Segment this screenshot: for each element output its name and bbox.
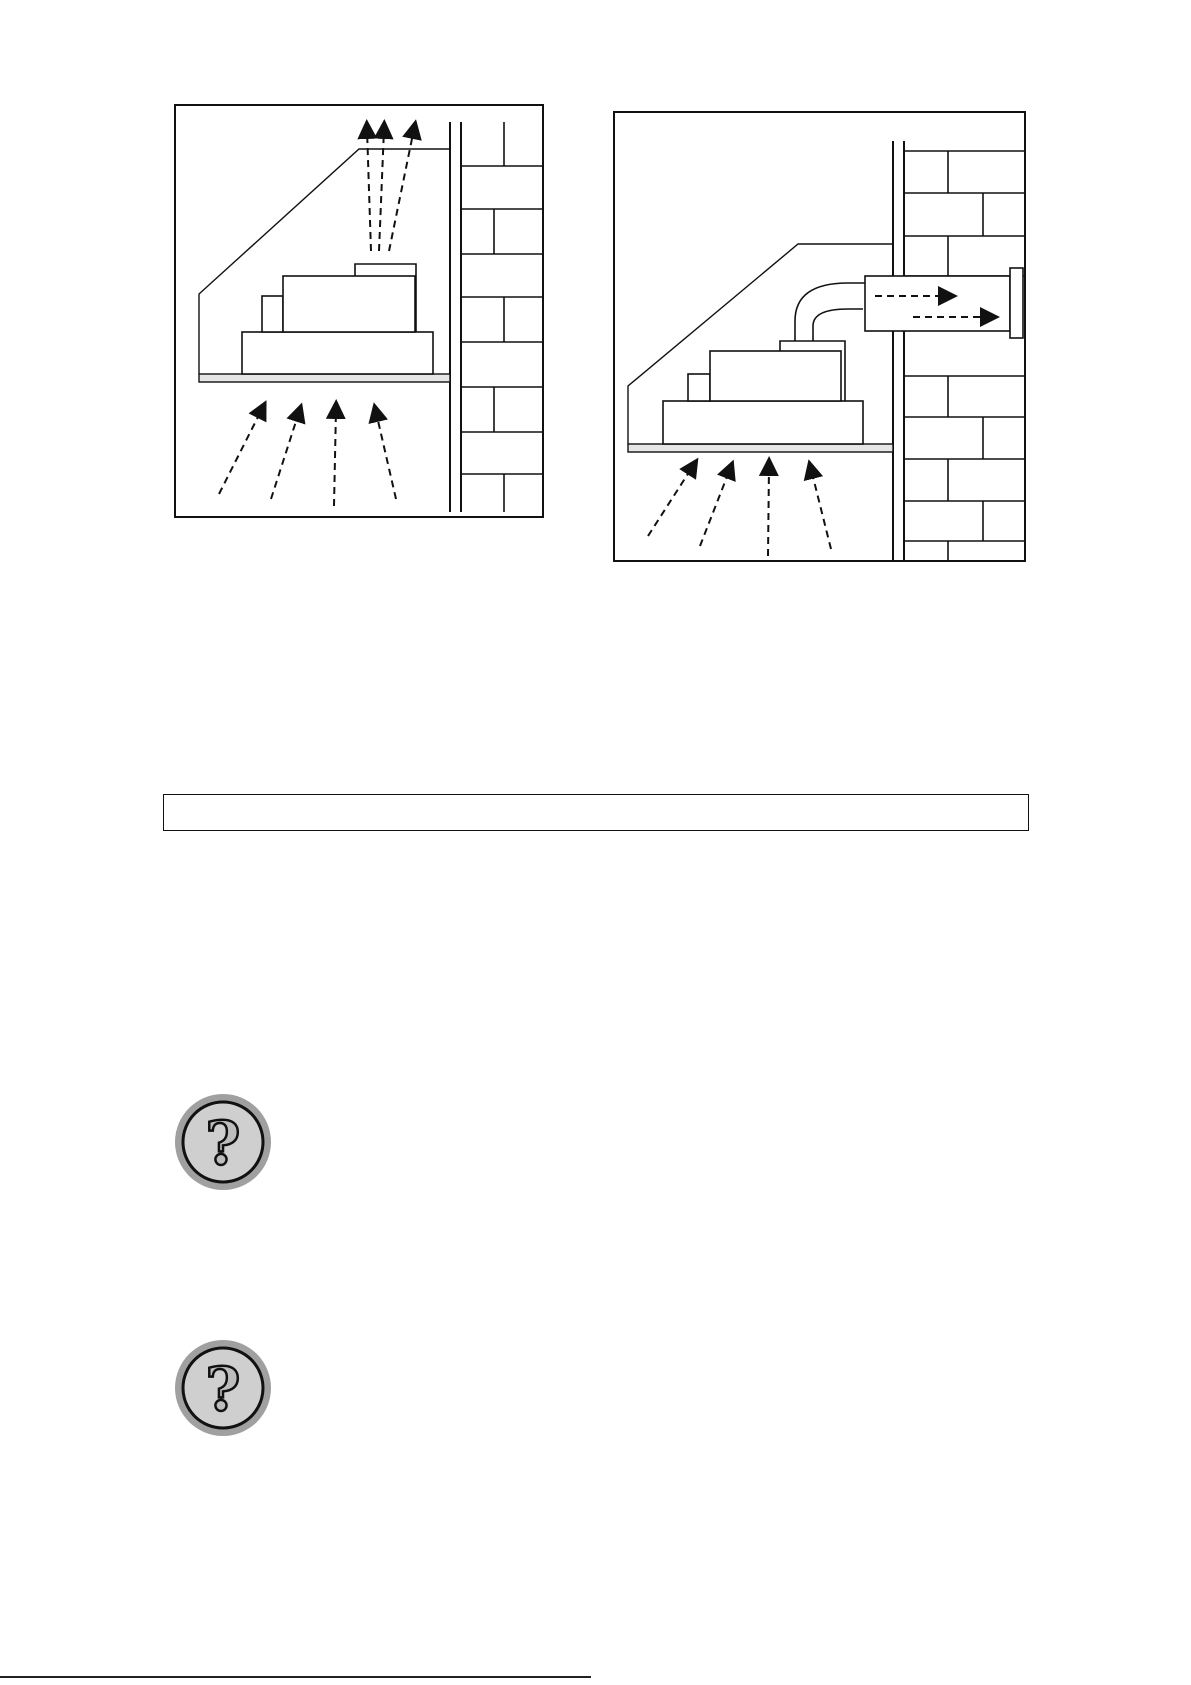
recirculation-hood-figure (174, 104, 544, 518)
motor-base (242, 332, 433, 374)
hood-plate (199, 374, 450, 382)
intake-arrows (219, 409, 396, 506)
wall-duct (865, 276, 1010, 331)
extraction-hood-figure (613, 111, 1026, 562)
question-glyph: ? (205, 1355, 241, 1425)
caption-box (163, 794, 1029, 831)
brick-wall (461, 122, 543, 512)
question-mark-icon (173, 1092, 273, 1192)
motor-body (283, 276, 415, 332)
question-mark-icon (173, 1338, 273, 1438)
brick-wall (904, 151, 1025, 561)
duct-elbow (795, 283, 873, 341)
intake-arrows (648, 466, 831, 556)
wall-flap (1010, 268, 1023, 338)
outflow-arrows (367, 129, 414, 251)
motor-base (663, 401, 863, 444)
hood-plate (628, 444, 893, 452)
footer-rule (0, 1676, 591, 1678)
motor-body (710, 351, 841, 401)
question-glyph: ? (205, 1109, 241, 1179)
